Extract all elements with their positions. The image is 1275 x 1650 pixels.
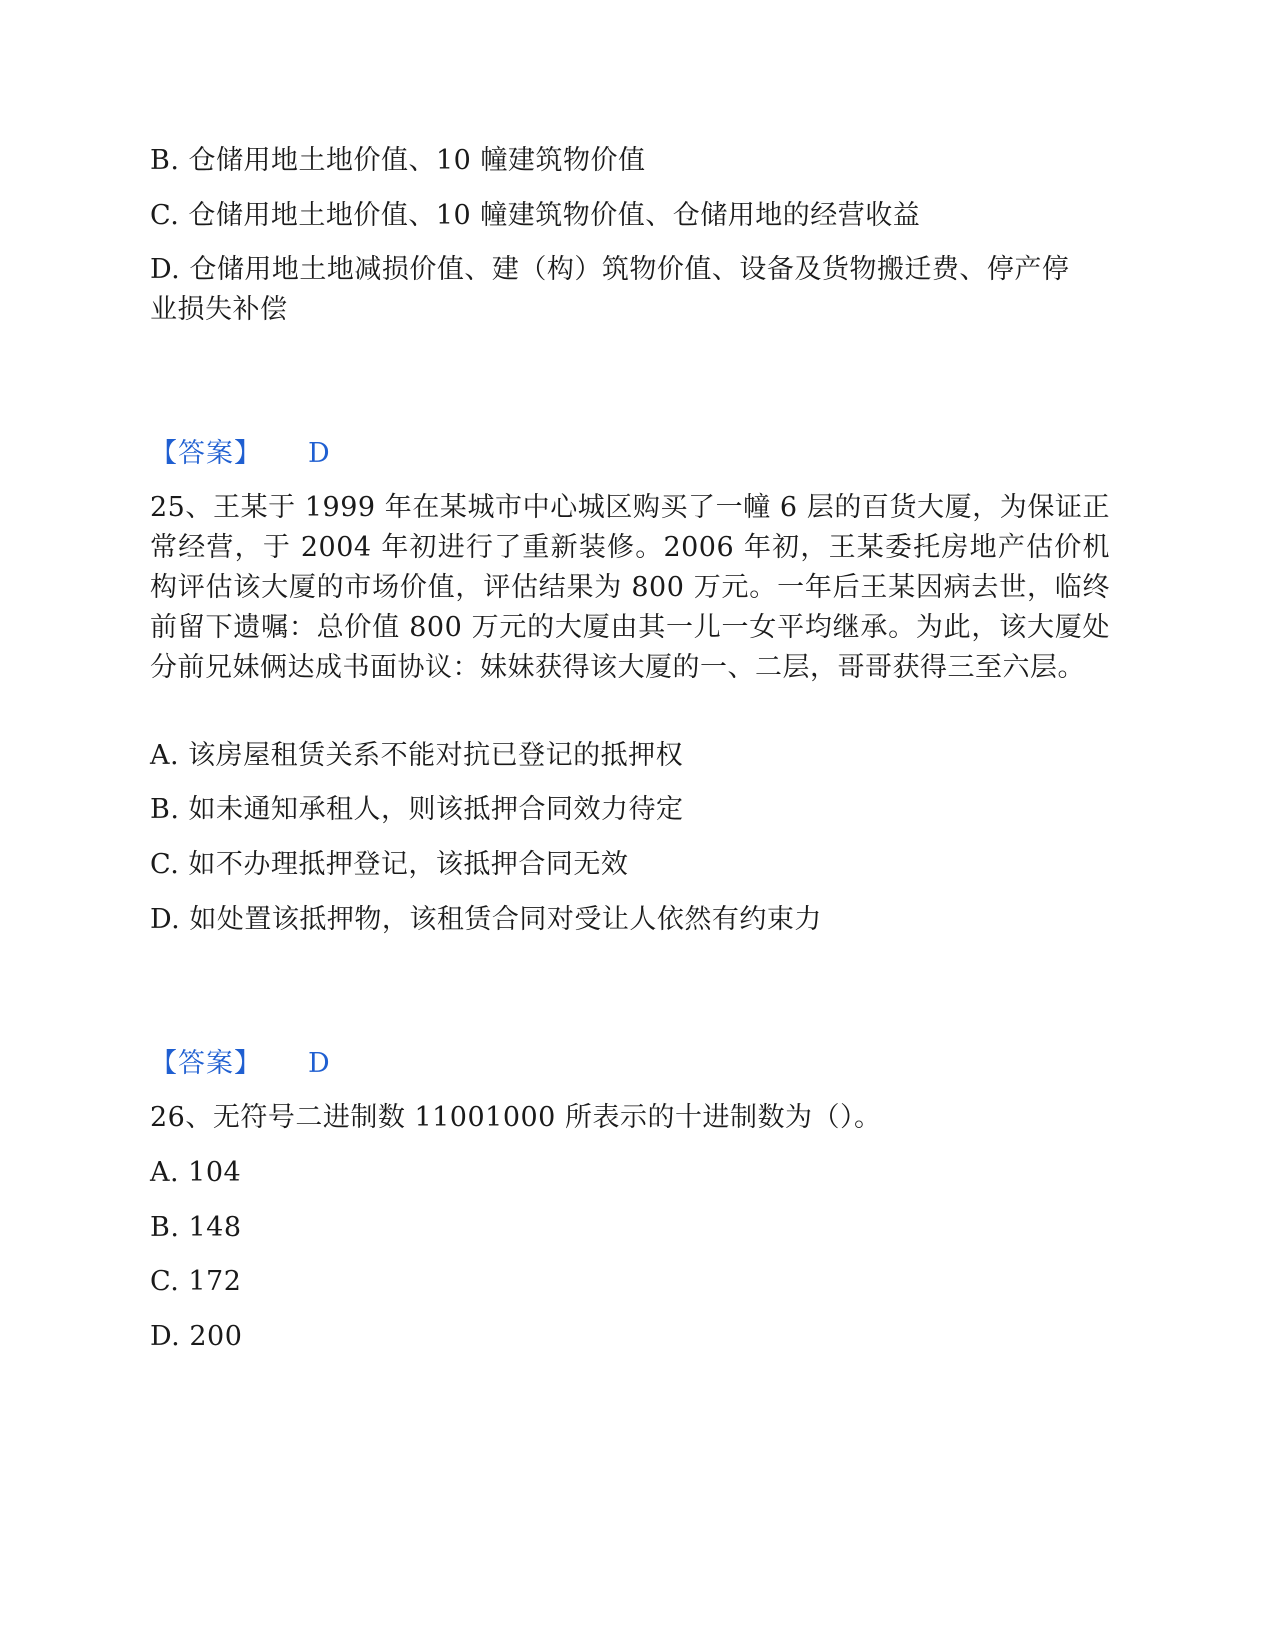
q25-option-a: A. 该房屋租赁关系不能对抗已登记的抵押权: [150, 740, 684, 771]
q24-option-b: B. 仓储用地土地价值、10 幢建筑物价值: [150, 145, 646, 176]
answer-tag: 【答案】: [150, 438, 262, 469]
q25-option-c: C. 如不办理抵押登记，该抵押合同无效: [150, 849, 629, 880]
q26-option-d: D. 200: [150, 1321, 243, 1352]
answer-tag: 【答案】: [150, 1048, 262, 1079]
q26-option-c: C. 172: [150, 1266, 242, 1297]
q25-answer: [150, 1044, 330, 1084]
q25-stem: 25、王某于 1999 年在某城市中心城区购买了一幢 6 层的百货大厦，为保证正常经营，于 2004 年初进行了重新装修。2006 年初，王某委托房地产估价机构评估该大厦的市场价值，评估结果为 800 万元。一年后王某因病去世，临终前留下遗嘱：总价值 800 万元的大厦由其一儿一女平均继承。为此，该大厦处分前兄妹俩达成书面协议：妹妹获得该大厦的一、二层，哥哥获得三至六层。: [150, 492, 1110, 683]
q25-option-d: D. 如处置该抵押物，该租赁合同对受让人依然有约束力: [150, 904, 822, 935]
q24-option-d-line2: 业损失补偿: [150, 294, 288, 325]
q26-option-b: B. 148: [150, 1212, 242, 1243]
answer-value: D: [308, 438, 330, 469]
q26-stem: 26、无符号二进制数 11001000 所表示的十进制数为（）。: [150, 1102, 882, 1133]
q25-option-b: B. 如未通知承租人，则该抵押合同效力待定: [150, 794, 684, 825]
q24-option-d-line1: D. 仓储用地土地减损价值、建（构）筑物价值、设备及货物搬迁费、停产停: [150, 254, 1070, 285]
q26-option-a: A. 104: [150, 1157, 242, 1188]
q24-option-c: C. 仓储用地土地价值、10 幢建筑物价值、仓储用地的经营收益: [150, 200, 921, 231]
answer-value: D: [308, 1048, 330, 1079]
q24-answer: [150, 434, 330, 474]
